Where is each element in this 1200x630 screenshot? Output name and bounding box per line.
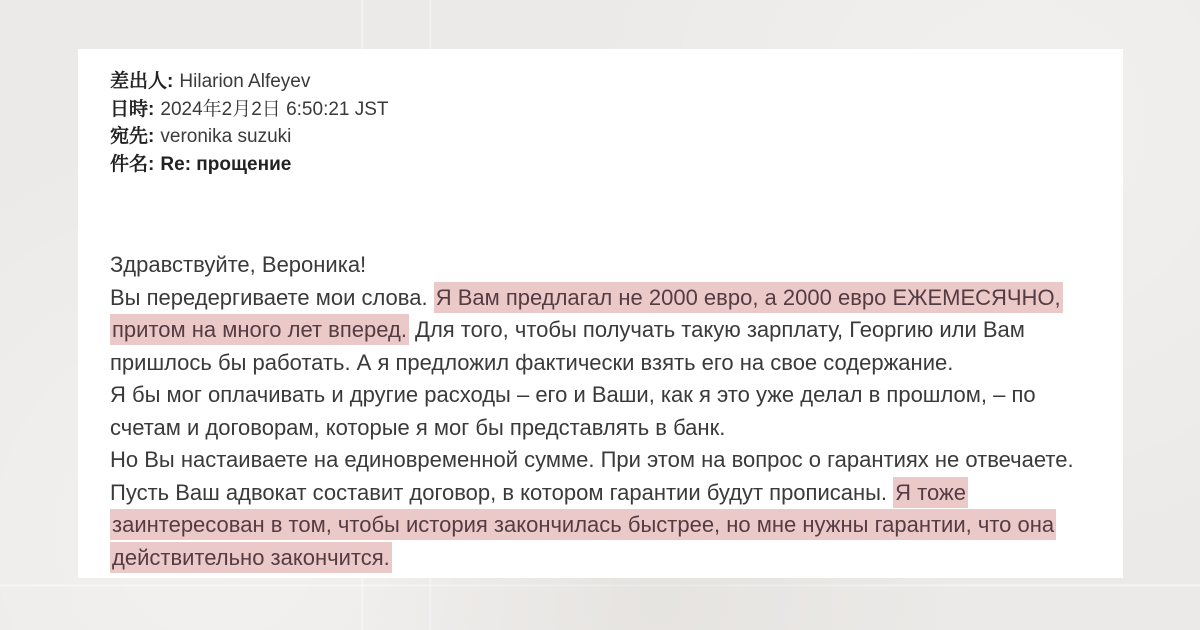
email-body-line: [110, 412, 1097, 445]
email-body-line: [110, 249, 1097, 282]
email-header-value: 2024年2月2日 6:50:21 JST: [160, 98, 389, 120]
email-header-label: 宛先:: [110, 126, 155, 147]
email-header-value: Re: прощение: [160, 153, 292, 175]
email-header-row: [110, 68, 1097, 96]
email-body-line: [110, 347, 1097, 380]
email-headers: [110, 68, 1097, 178]
highlighted-text: Я Вам предлагал не 2000 евро, а 2000 евро ЕЖЕМЕСЯЧНО,: [434, 282, 1063, 313]
email-header-row: [110, 96, 1097, 124]
email-body-line: [110, 379, 1097, 412]
email-header-label: 件名:: [110, 153, 155, 175]
body-text: пришлось бы работать. А я предложил фактически взять его на свое содержание.: [110, 349, 954, 375]
email-header-row: [110, 151, 1097, 179]
email-message-card: [78, 49, 1123, 578]
email-body-line: [110, 282, 1097, 315]
email-header-label: 日時:: [110, 98, 155, 120]
body-text: Здравствуйте, Вероника!: [110, 252, 367, 277]
body-text: Вы передергиваете мои слова.: [110, 284, 434, 310]
email-header-label: 差出人:: [110, 71, 174, 92]
highlighted-text: Я тоже: [893, 477, 968, 508]
highlighted-text: действительно закончится.: [110, 542, 392, 573]
body-text: Пусть Ваш адвокат составит договор, в котором гарантии будут прописаны.: [110, 479, 894, 505]
highlighted-text: притом на много лет вперед.: [110, 314, 409, 345]
email-body-line: [110, 509, 1097, 542]
email-header-value: Hilarion Alfeyev: [179, 71, 311, 92]
body-text: Но Вы настаиваете на единовременной сумме. При этом на вопрос о гарантиях не отвечаете.: [110, 447, 1074, 472]
email-body-line: [110, 542, 1097, 575]
email-body-line: [110, 314, 1097, 347]
body-text: Для того, чтобы получать такую зарплату, Георгию или Вам: [408, 317, 1025, 342]
email-body-line: [110, 477, 1097, 510]
highlighted-text: заинтересован в том, чтобы история закончилась быстрее, но мне нужны гарантии, что она: [110, 509, 1056, 540]
email-header-row: [110, 123, 1097, 151]
body-text: Я бы мог оплачивать и другие расходы – его и Ваши, как я это уже делал в прошлом, – по: [110, 382, 1036, 407]
email-header-value: veronika suzuki: [160, 126, 292, 147]
email-body: [110, 249, 1097, 574]
email-body-line: [110, 444, 1097, 477]
body-text: счетам и договорам, которые я мог бы представлять в банк.: [110, 414, 726, 440]
